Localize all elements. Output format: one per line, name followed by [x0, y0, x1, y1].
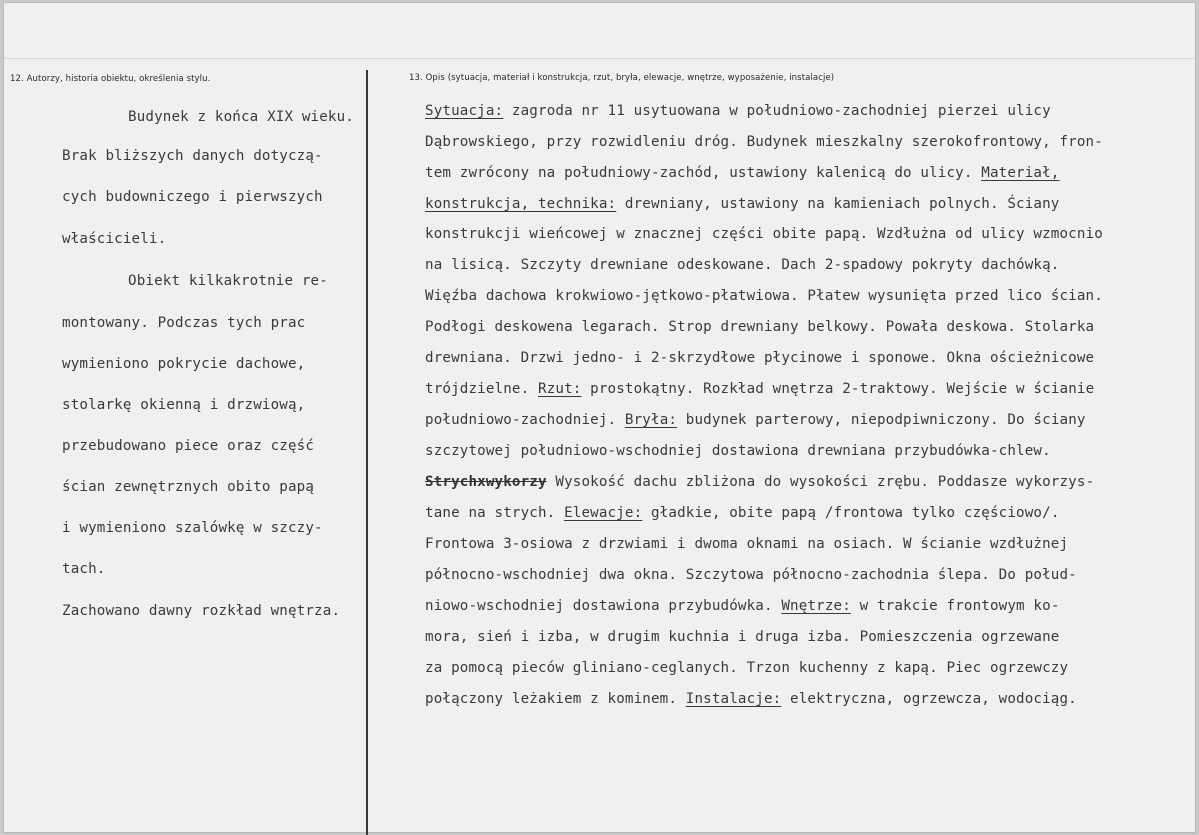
text-line: stolarkę okienną i drzwiową,	[62, 397, 306, 413]
section-12-caption: 12. Autorzy, historia obiektu, określenia stylu.	[10, 74, 211, 84]
heading-konstrukcja: konstrukcja, technika:	[425, 196, 617, 212]
section-13-caption: 13. Opis (sytuacja, materiał i konstrukcja, rzut, bryła, elewacje, wnętrze, wyposażenie, instalacje)	[409, 73, 835, 83]
text-line: przebudowano piece oraz część	[62, 438, 315, 454]
text-line: Brak bliższych danych dotyczą-	[62, 148, 323, 164]
text-line: na lisicą. Szczyty drewniane odeskowane. Dach 2-spadowy pokryty dachówką.	[425, 257, 1060, 273]
text-line: Podłogi deskowena legarach. Strop drewniany belkowy. Powała deskowa. Stolarka	[425, 319, 1095, 335]
text-line: Więźba dachowa krokwiowo-jętkowo-płatwiowa. Płatew wysunięta przed lico ścian.	[425, 288, 1103, 304]
heading-elewacje: Elewacje:	[564, 505, 643, 521]
text-line: niowo-wschodniej dostawiona przybudówka. Wnętrze: w trakcie frontowym ko-	[425, 598, 1060, 614]
text-line: Obiekt kilkakrotnie re-	[128, 273, 328, 289]
text-line: mora, sień i izba, w drugim kuchnia i druga izba. Pomieszczenia ogrzewane	[425, 629, 1060, 645]
text-line: drewniana. Drzwi jedno- i 2-skrzydłowe płycinowe i sponowe. Okna ościeżnicowe	[425, 350, 1095, 366]
text-line: tem zwrócony na południowy-zachód, ustawiony kalenicą do ulicy. Materiał,	[425, 165, 1060, 181]
heading-wnetrze: Wnętrze:	[781, 598, 851, 614]
text-line: Sytuacja: zagroda nr 11 usytuowana w południowo-zachodniej pierzei ulicy	[425, 103, 1051, 119]
text-line: montowany. Podczas tych prac	[62, 315, 306, 331]
text-line: Strychxwykorzy Wysokość dachu zbliżona do wysokości zrębu. Poddasze wykorzys-	[425, 474, 1095, 490]
text-line: Budynek z końca XIX wieku.	[128, 109, 354, 125]
text-line: i wymieniono szalówkę w szczy-	[62, 520, 323, 536]
text-line: połączony leżakiem z kominem. Instalacje: elektryczna, ogrzewcza, wodociąg.	[425, 691, 1077, 707]
text-line: Dąbrowskiego, przy rozwidleniu dróg. Budynek mieszkalny szerokofrontowy, fron-	[425, 134, 1103, 150]
text-line: północno-wschodniej dwa okna. Szczytowa północno-zachodnia ślepa. Do połud-	[425, 567, 1077, 583]
heading-instalacje: Instalacje:	[685, 691, 782, 707]
text-line: konstrukcji wieńcowej w znacznej części obite papą. Wzdłużna od ulicy wzmocnio	[425, 226, 1103, 242]
text-line: szczytowej południowo-wschodniej dostawiona drewniana przybudówka-chlew.	[425, 443, 1051, 459]
text-line: właścicieli.	[62, 231, 167, 247]
heading-rzut: Rzut:	[538, 381, 582, 397]
text-line: tach.	[62, 561, 106, 577]
text-line: za pomocą pieców gliniano-ceglanych. Trzon kuchenny z kapą. Piec ogrzewczy	[425, 660, 1069, 676]
heading-sytuacja: Sytuacja:	[425, 103, 504, 119]
struck-text: Strychxwykorzy	[425, 474, 547, 490]
text-line: tane na strych. Elewacje: gładkie, obite papą /frontowa tylko częściowo/.	[425, 505, 1060, 521]
text-line: cych budowniczego i pierwszych	[62, 189, 323, 205]
text-line: konstrukcja, technika: drewniany, ustawiony na kamieniach polnych. Ściany	[425, 196, 1060, 212]
text-line: południowo-zachodniej. Bryła: budynek parterowy, niepodpiwniczony. Do ściany	[425, 412, 1086, 428]
text-line: trójdzielne. Rzut: prostokątny. Rozkład wnętrza 2-traktowy. Wejście w ścianie	[425, 381, 1095, 397]
text-line: Zachowano dawny rozkład wnętrza.	[62, 603, 341, 619]
text-line: wymieniono pokrycie dachowe,	[62, 356, 306, 372]
heading-bryla: Bryła:	[624, 412, 678, 428]
heading-material: Materiał,	[981, 165, 1060, 181]
text-line: ścian zewnętrznych obito papą	[62, 479, 315, 495]
text-line: Frontowa 3-osiowa z drzwiami i dwoma oknami na osiach. W ścianie wzdłużnej	[425, 536, 1069, 552]
